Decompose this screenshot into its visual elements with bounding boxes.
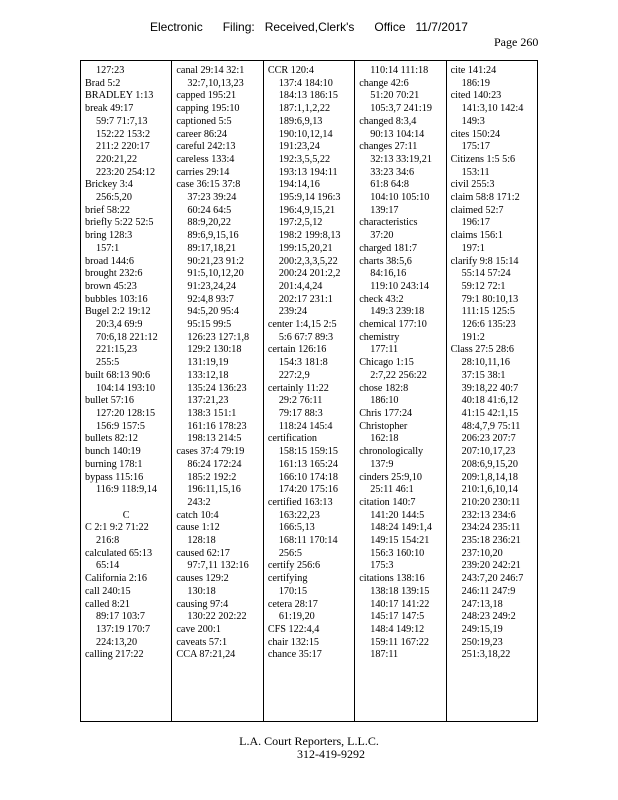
index-continuation: 191:23,24 xyxy=(278,141,320,153)
index-continuation: 88:9,20,22 xyxy=(187,217,231,229)
index-column-1 xyxy=(80,61,171,721)
index-entry xyxy=(85,497,167,510)
index-entry: calling 217:22 xyxy=(85,649,144,661)
index-continuation: 211:2 220:17 xyxy=(96,141,150,153)
index-entry: Christopher xyxy=(359,420,408,432)
index-entry: characteristics xyxy=(359,217,418,229)
index-entry: citations 138:16 xyxy=(359,573,425,585)
index-continuation: 94:5,20 95:4 xyxy=(187,306,239,318)
index-entry: call 240:15 xyxy=(85,585,131,597)
index-continuation: 224:13,20 xyxy=(96,636,138,648)
index-continuation: 140:17 141:22 xyxy=(370,598,430,610)
index-entry: check 43:2 xyxy=(359,293,404,305)
index-continuation: 137:19 170:7 xyxy=(96,623,151,635)
index-continuation: 221:15,23 xyxy=(96,344,138,356)
index-entry: brief 58:22 xyxy=(85,204,130,216)
index-continuation: 209:1,8,14,18 xyxy=(461,471,518,483)
index-continuation: 89:17 103:7 xyxy=(96,611,145,623)
index-continuation: 210:1,6,10,14 xyxy=(461,484,518,496)
index-entry: briefly 5:22 52:5 xyxy=(85,217,154,229)
index-entry: bubbles 103:16 xyxy=(85,293,148,305)
index-entry: chronologically xyxy=(359,446,424,458)
index-continuation: 184:13 186:15 xyxy=(278,90,338,102)
index-continuation: 105:3,7 241:19 xyxy=(370,103,432,115)
index-entry: broad 144:6 xyxy=(85,255,134,267)
index-continuation: 220:21,22 xyxy=(96,153,138,165)
index-continuation: 201:4,4,24 xyxy=(278,280,323,292)
index-continuation: 29:2 76:11 xyxy=(278,395,323,407)
index-continuation: 187:11 xyxy=(370,649,399,661)
index-continuation: 55:14 57:24 xyxy=(461,268,511,280)
index-continuation: 191:2 xyxy=(461,331,485,343)
index-entry: CCA 87:21,24 xyxy=(176,649,236,661)
index-entry: bullet 57:16 xyxy=(85,395,134,407)
index-continuation: 148:24 149:1,4 xyxy=(370,522,432,534)
index-continuation: 126:6 135:23 xyxy=(461,319,516,331)
index-entry: change 42:6 xyxy=(359,77,409,89)
index-continuation: 104:14 193:10 xyxy=(96,382,156,394)
index-entry: changed 8:3,4 xyxy=(359,115,417,127)
index-entry: BRADLEY 1:13 xyxy=(85,90,154,102)
index-continuation: 127:23 xyxy=(96,65,125,76)
index-continuation: 208:6,9,15,20 xyxy=(461,458,518,470)
index-continuation: 97:7,11 132:16 xyxy=(187,560,249,572)
index-continuation: 133:12,18 xyxy=(187,369,229,381)
index-continuation: 153:11 xyxy=(461,166,490,178)
index-entry: capping 195:10 xyxy=(176,103,240,115)
index-entry: chemical 177:10 xyxy=(359,319,427,331)
index-continuation: 239:20 242:21 xyxy=(461,560,521,572)
index-entry: caveats 57:1 xyxy=(176,636,228,648)
index-continuation: 210:20 230:11 xyxy=(461,496,521,508)
index-continuation: 199:15,20,21 xyxy=(278,242,333,254)
index-continuation: 157:1 xyxy=(96,242,120,254)
index-entry: Brad 5:2 xyxy=(85,77,121,89)
index-entry: CFS 122:4,4 xyxy=(267,623,320,635)
index-continuation: 166:10 174:18 xyxy=(278,471,338,483)
index-continuation: 2:7,22 256:22 xyxy=(370,369,427,381)
index-continuation: 61:19,20 xyxy=(278,611,315,623)
index-entry: clarify 9:8 15:14 xyxy=(450,255,519,267)
index-entry: certification xyxy=(267,433,318,445)
index-continuation: 154:3 181:8 xyxy=(278,357,328,369)
index-entry: chance 35:17 xyxy=(267,649,322,661)
index-continuation: 200:24 201:2,2 xyxy=(278,268,341,280)
index-continuation: 187:1,1,2,22 xyxy=(278,103,331,115)
index-entry: claimed 52:7 xyxy=(450,204,504,216)
index-continuation: 174:20 175:16 xyxy=(278,484,338,496)
index-entry: Chicago 1:15 xyxy=(359,357,414,369)
index-continuation: 79:17 88:3 xyxy=(278,407,323,419)
index-entry: chose 182:8 xyxy=(359,382,409,394)
index-entry: cave 200:1 xyxy=(176,623,221,635)
index-continuation: 232:13 234:6 xyxy=(461,509,516,521)
index-continuation: 223:20 254:12 xyxy=(96,166,156,178)
index-entry: center 1:4,15 2:5 xyxy=(267,319,337,331)
index-continuation: 65:14 xyxy=(96,560,120,572)
index-entry: claims 156:1 xyxy=(450,230,503,242)
index-continuation: 127:20 128:15 xyxy=(96,407,156,419)
index-entry: chemistry xyxy=(359,331,400,343)
index-continuation: 37:15 38:1 xyxy=(461,369,506,381)
index-entry: certain 126:16 xyxy=(267,344,327,356)
index-continuation: 156:9 157:5 xyxy=(96,420,145,432)
index-continuation: 137:9 xyxy=(370,458,394,470)
index-entry: certified 163:13 xyxy=(267,496,333,508)
index-entry: certify 256:6 xyxy=(267,560,321,572)
index-continuation: 196:11,15,16 xyxy=(187,484,241,496)
index-continuation: 5:6 67:7 89:3 xyxy=(278,331,334,343)
index-continuation: 59:12 72:1 xyxy=(461,280,506,292)
index-continuation: 79:1 80:10,13 xyxy=(461,293,519,305)
index-continuation: 235:18 236:21 xyxy=(461,535,521,547)
index-entry: careless 133:4 xyxy=(176,153,235,165)
index-entry: citation 140:7 xyxy=(359,496,416,508)
index-continuation: 163:22,23 xyxy=(278,509,320,521)
index-continuation: 41:15 42:1,15 xyxy=(461,407,519,419)
index-continuation: 90:13 104:14 xyxy=(370,128,425,140)
index-continuation: 137:21,23 xyxy=(187,395,229,407)
index-continuation: 198:13 214:5 xyxy=(187,433,242,445)
section-letter: C xyxy=(122,509,130,521)
index-continuation: 90:21,23 91:2 xyxy=(187,255,245,267)
footer xyxy=(0,735,618,761)
index-continuation: 159:11 167:22 xyxy=(370,636,429,648)
index-continuation: 70:6,18 221:12 xyxy=(96,331,158,343)
index-column-4 xyxy=(354,61,445,721)
index-continuation: 196:4,9,15,21 xyxy=(278,204,336,216)
index-entry: catch 10:4 xyxy=(176,509,219,521)
index-entry: bring 128:3 xyxy=(85,230,133,242)
index-continuation: 185:2 192:2 xyxy=(187,471,237,483)
index-continuation: 189:6,9,13 xyxy=(278,115,323,127)
index-entry: burning 178:1 xyxy=(85,458,143,470)
index-continuation: 234:24 235:11 xyxy=(461,522,521,534)
index-entry: Chris 177:24 xyxy=(359,407,413,419)
index-continuation: 40:18 41:6,12 xyxy=(461,395,519,407)
court-reporter-phone: 312-419-9292 xyxy=(297,747,365,761)
index-entry: civil 255:3 xyxy=(450,179,495,191)
index-continuation: 194:14,16 xyxy=(278,179,320,191)
index-continuation: 149:15 154:21 xyxy=(370,535,430,547)
index-continuation: 111:15 125:5 xyxy=(461,306,515,318)
index-continuation: 37:20 xyxy=(370,230,394,242)
index-entry: bypass 115:16 xyxy=(85,471,144,483)
index-entry: Citizens 1:5 5:6 xyxy=(450,153,516,165)
index-entry: careful 242:13 xyxy=(176,141,236,153)
index-entry: bunch 140:19 xyxy=(85,446,141,458)
index-entry: carries 29:14 xyxy=(176,166,230,178)
index-continuation: 32:13 33:19,21 xyxy=(370,153,432,165)
page-number: Page 260 xyxy=(494,35,539,49)
index-continuation: 166:5,13 xyxy=(278,522,315,534)
index-continuation: 195:9,14 196:3 xyxy=(278,192,341,204)
index-continuation: 248:23 249:2 xyxy=(461,611,516,623)
index-continuation: 197:2,5,12 xyxy=(278,217,323,229)
index-column-2 xyxy=(171,61,262,721)
index-entry: causes 129:2 xyxy=(176,573,229,585)
index-continuation: 149:3 xyxy=(461,115,485,127)
index-continuation: 33:23 34:6 xyxy=(370,166,415,178)
index-continuation: 141:20 144:5 xyxy=(370,509,425,521)
index-entry: charts 38:5,6 xyxy=(359,255,412,267)
index-continuation: 200:2,3,3,5,22 xyxy=(278,255,338,267)
index-entry: cite 141:24 xyxy=(450,65,497,76)
index-continuation: 128:18 xyxy=(187,535,216,547)
index-continuation: 170:15 xyxy=(278,585,308,597)
index-entry: California 2:16 xyxy=(85,573,147,585)
index-column-3 xyxy=(263,61,354,721)
index-continuation: 186:10 xyxy=(370,395,399,407)
index-continuation: 129:2 130:18 xyxy=(187,344,242,356)
index-entry: built 68:13 90:6 xyxy=(85,369,151,381)
index-continuation: 110:14 111:18 xyxy=(370,65,429,76)
index-entry: calculated 65:13 xyxy=(85,547,153,559)
index-continuation: 135:24 136:23 xyxy=(187,382,247,394)
index-continuation: 202:17 231:1 xyxy=(278,293,333,305)
index-continuation: 186:19 xyxy=(461,77,490,89)
index-continuation: 20:3,4 69:9 xyxy=(96,319,143,331)
index-entry: CCR 120:4 xyxy=(267,65,314,76)
index-continuation: 175:17 xyxy=(461,141,490,153)
index-continuation: 152:22 153:2 xyxy=(96,128,151,140)
index-entry: claim 58:8 171:2 xyxy=(450,192,520,204)
index-continuation: 89:6,9,15,16 xyxy=(187,230,239,242)
index-continuation: 139:17 xyxy=(370,204,399,216)
index-continuation: 25:11 46:1 xyxy=(370,484,414,496)
index-entry: charged 181:7 xyxy=(359,242,418,254)
index-continuation: 86:24 172:24 xyxy=(187,458,242,470)
index-entry: capped 195:21 xyxy=(176,90,237,102)
index-entry: canal 29:14 32:1 xyxy=(176,65,245,76)
index-continuation: 51:20 70:21 xyxy=(370,90,420,102)
index-continuation: 162:18 xyxy=(370,433,399,445)
index-continuation: 156:3 160:10 xyxy=(370,547,425,559)
index-continuation: 207:10,17,23 xyxy=(461,446,516,458)
index-continuation: 175:3 xyxy=(370,560,394,572)
index-continuation: 118:24 145:4 xyxy=(278,420,333,432)
index-continuation: 89:17,18,21 xyxy=(187,242,237,254)
index-continuation: 37:23 39:24 xyxy=(187,192,237,204)
index-continuation: 138:3 151:1 xyxy=(187,407,237,419)
index-continuation: 84:16,16 xyxy=(370,268,407,280)
index-continuation: 250:19,23 xyxy=(461,636,503,648)
index-continuation: 32:7,10,13,23 xyxy=(187,77,244,89)
index-entry: bullets 82:12 xyxy=(85,433,138,445)
index-entry: break 49:17 xyxy=(85,103,134,115)
index-entry: Brickey 3:4 xyxy=(85,179,133,191)
index-continuation: 92:4,8 93:7 xyxy=(187,293,234,305)
index-entry: certifying xyxy=(267,573,308,585)
index-continuation: 145:17 147:5 xyxy=(370,611,425,623)
index-entry: brown 45:23 xyxy=(85,280,137,292)
index-continuation: 237:10,20 xyxy=(461,547,503,559)
index-continuation: 148:4 149:12 xyxy=(370,623,425,635)
index-entry: changes 27:11 xyxy=(359,141,418,153)
index-continuation: 216:8 xyxy=(96,535,120,546)
filing-stamp: Electronic Filing: Received,Clerk's Office 11/7/2017 xyxy=(150,20,468,34)
index-continuation: 177:11 xyxy=(370,344,399,356)
index-continuation: 138:18 139:15 xyxy=(370,585,430,597)
index-entry: cites 150:24 xyxy=(450,128,501,140)
index-continuation: 256:5 xyxy=(278,547,303,559)
index-entry: caused 62:17 xyxy=(176,547,230,559)
index-entry: causing 97:4 xyxy=(176,598,229,610)
index-entry: captioned 5:5 xyxy=(176,115,232,127)
index-column-5 xyxy=(446,61,538,721)
index-continuation: 243:2 xyxy=(187,496,211,508)
index-continuation: 158:15 159:15 xyxy=(278,446,338,458)
index-continuation: 61:8 64:8 xyxy=(370,179,409,191)
index-continuation: 196:17 xyxy=(461,217,490,229)
index-continuation: 131:19,19 xyxy=(187,357,229,369)
index-continuation: 119:10 243:14 xyxy=(370,280,429,292)
index-continuation: 91:23,24,24 xyxy=(187,280,237,292)
index-continuation: 227:2,9 xyxy=(278,369,310,381)
index-entry: Class 27:5 28:6 xyxy=(450,344,515,356)
index-continuation: 116:9 118:9,14 xyxy=(96,484,157,496)
index-entry: cinders 25:9,10 xyxy=(359,471,423,483)
index-entry: career 86:24 xyxy=(176,128,228,140)
index-continuation: 246:11 247:9 xyxy=(461,585,516,597)
index-continuation: 161:13 165:24 xyxy=(278,458,338,470)
index-continuation: 161:16 178:23 xyxy=(187,420,247,432)
index-entry: cause 1:12 xyxy=(176,522,220,534)
index-continuation: 255:5 xyxy=(96,357,120,369)
index-continuation: 193:13 194:11 xyxy=(278,166,338,178)
index-continuation: 91:5,10,12,20 xyxy=(187,268,244,280)
court-reporter-name: L.A. Court Reporters, L.L.C. xyxy=(239,734,379,748)
index-entry: case 36:15 37:8 xyxy=(176,179,241,191)
index-entry: cases 37:4 79:19 xyxy=(176,446,245,458)
index-continuation: 168:11 170:14 xyxy=(278,535,338,547)
index-continuation: 130:22 202:22 xyxy=(187,611,247,623)
index-continuation: 243:7,20 246:7 xyxy=(461,573,524,585)
index-continuation: 59:7 71:7,13 xyxy=(96,115,148,127)
index-continuation: 28:10,11,16 xyxy=(461,357,510,369)
index-entry: brought 232:6 xyxy=(85,268,143,280)
index-continuation: 251:3,18,22 xyxy=(461,649,511,661)
index-continuation: 249:15,19 xyxy=(461,623,503,635)
index-continuation: 104:10 105:10 xyxy=(370,192,430,204)
index-entry: chair 132:15 xyxy=(267,636,320,648)
index-continuation: 60:24 64:5 xyxy=(187,204,232,216)
index-continuation: 190:10,12,14 xyxy=(278,128,333,140)
index-continuation: 206:23 207:7 xyxy=(461,433,516,445)
index-continuation: 95:15 99:5 xyxy=(187,319,232,331)
index-entry: Bugel 2:2 19:12 xyxy=(85,306,151,318)
index-continuation: 247:13,18 xyxy=(461,598,503,610)
index-continuation: 130:18 xyxy=(187,585,216,597)
index-continuation: 192:3,5,5,22 xyxy=(278,153,331,165)
index-entry: cetera 28:17 xyxy=(267,598,318,610)
index-entry: called 8:21 xyxy=(85,598,130,610)
index-continuation: 256:5,20 xyxy=(96,192,132,204)
index-continuation: 141:3,10 142:4 xyxy=(461,103,524,115)
index-table xyxy=(80,60,538,722)
index-continuation: 198:2 199:8,13 xyxy=(278,230,341,242)
index-continuation: 149:3 239:18 xyxy=(370,306,425,318)
index-entry: cited 140:23 xyxy=(450,90,502,102)
index-continuation: 197:1 xyxy=(461,242,485,254)
index-entry: certainly 11:22 xyxy=(267,382,329,394)
index-continuation: 48:4,7,9 75:11 xyxy=(461,420,521,432)
index-entry: C 2:1 9:2 71:22 xyxy=(85,522,149,534)
index-continuation: 239:24 xyxy=(278,306,308,318)
index-continuation: 126:23 127:1,8 xyxy=(187,331,250,343)
index-continuation: 137:4 184:10 xyxy=(278,77,333,89)
index-continuation: 39:18,22 40:7 xyxy=(461,382,519,394)
